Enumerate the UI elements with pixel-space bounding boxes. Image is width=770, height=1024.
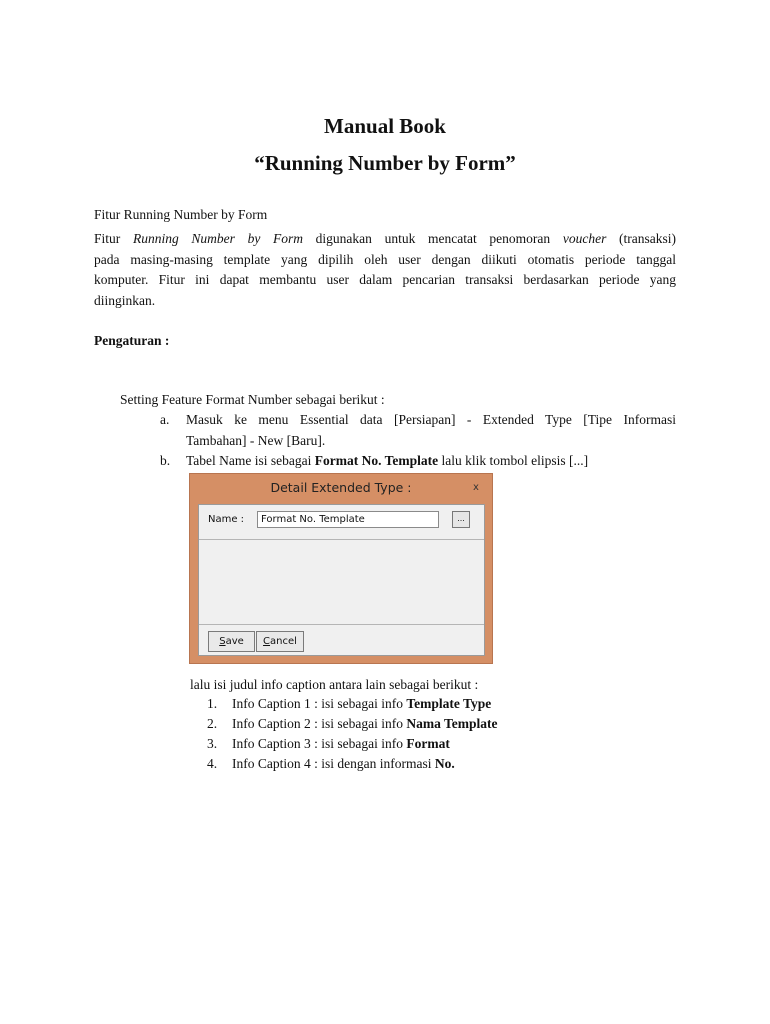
intro-heading: Fitur Running Number by Form <box>94 207 268 222</box>
document-page: Manual Book “Running Number by Form” Fitur Running Number by Form Fitur Running Number by Form digunakan untuk mencatat penomoran voucher (transaksi) pada masing-masing template yang dipilih oleh user dengan diikuti otomatis periode tanggal komputer. Fitur ini dapat membantu user dalam pencarian transaksi berdasarkan periode yang diinginkan. Pengaturan : Setting Feature Format Number sebagai berikut : a. Masuk ke menu Essential data [Persiapan] - Extended Type [Tipe Informasi Tambahan] - New [Baru]. b. Tabel Name isi sebagai Format No. Template lalu klik tombol elipsis [...] Detail Extended Type : x Name : Format No. Template ... Save Cancel lalu isi judul info caption antara lain sebagai berikut : 1. Info Caption 1 : isi sebagai info Template Type 2. Info Caption 2 : isi sebagai info Nama Template 3. Info Caption 3 : isi sebagai info Format 4. Info Caption 4 : isi dengan informasi No. <box>0 0 770 1024</box>
dialog-title: Detail Extended Type : <box>270 480 412 495</box>
intro-line-1: Fitur Running Number by Form digunakan untuk mencatat penomoran voucher (transaksi) <box>94 231 677 246</box>
cancel-button[interactable]: Cancel <box>256 631 304 652</box>
step-text: Tabel Name isi sebagai Format No. Template lalu klik tombol elipsis [...] <box>186 453 589 468</box>
dialog-footer <box>199 624 484 656</box>
dialog-body <box>198 504 485 656</box>
section-heading: Pengaturan : <box>94 333 170 348</box>
step-marker: b. <box>160 453 171 468</box>
save-button[interactable]: Save <box>208 631 255 652</box>
step-marker: a. <box>160 412 170 427</box>
intro-line-2: pada masing-masing template yang dipilih oleh user dengan diikuti otomatis periode tanggal <box>94 251 676 267</box>
name-label: Name : <box>208 514 245 525</box>
close-icon[interactable]: x <box>473 482 479 493</box>
document-subtitle: “Running Number by Form” <box>254 151 516 175</box>
name-row <box>199 505 484 540</box>
document-title: Manual Book <box>324 114 446 138</box>
step-text: Masuk ke menu Essential data [Persiapan] - Extended Type [Tipe Informasi Tambahan] - New [Baru]. <box>186 412 676 448</box>
caption-intro: lalu isi judul info caption antara lain sebagai berikut : <box>190 677 479 692</box>
intro-paragraph <box>94 229 676 311</box>
intro-line-4: diinginkan. <box>94 292 156 308</box>
name-input[interactable]: Format No. Template <box>257 511 439 528</box>
ellipsis-button[interactable]: ... <box>452 511 470 528</box>
dialog-screenshot <box>189 473 493 664</box>
setting-intro: Setting Feature Format Number sebagai berikut : <box>120 392 385 407</box>
intro-line-3: komputer. Fitur ini dapat membantu user dalam pencarian transaksi berdasarkan periode yang <box>94 272 676 287</box>
